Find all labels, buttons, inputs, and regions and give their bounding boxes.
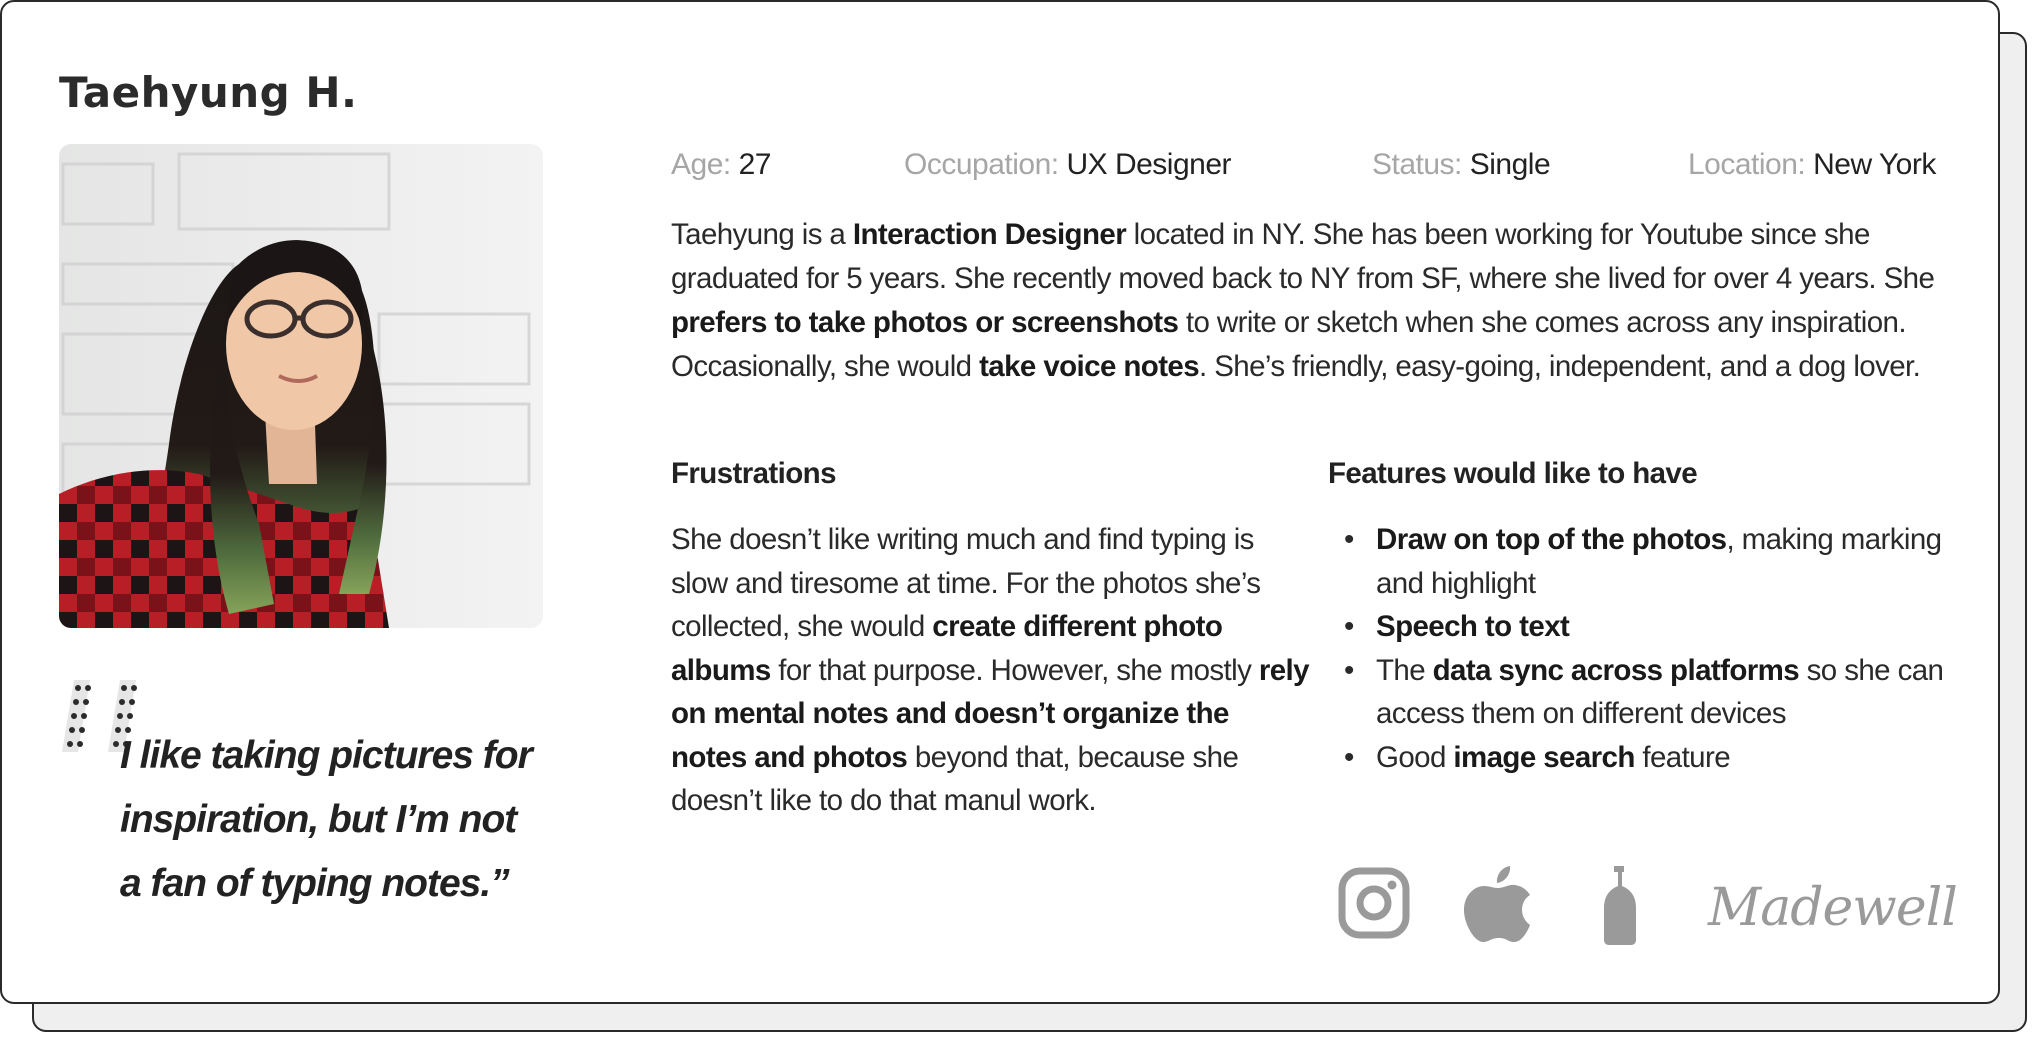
quote-line: a fan of typing notes.” [120,862,509,905]
meta-occupation [904,148,1231,182]
frustrations-part: beyond that, because she doesn’t like to do that manul work. [671,740,1239,817]
feature-highlight: data sync across platforms [1432,653,1800,687]
feature-item [1344,649,1984,736]
bullet: • [1344,653,1354,687]
feature-highlight: Draw on top of the photos [1376,523,1727,556]
frustrations-part: for that purpose. However, she mostly [770,653,1259,687]
persona-photo [59,144,543,628]
frustrations-highlight: create different photo albums [671,610,1223,687]
bullet: • [1344,740,1354,774]
meta-value: New York [1813,148,1936,181]
frustrations-text [671,518,1311,823]
bio-text: Taehyung is a [671,218,853,251]
quote-line: I like taking pictures for [120,734,532,777]
features-list [1344,518,1984,779]
meta-label: Age: [671,148,731,181]
apple-icon [1464,862,1532,942]
persona-bio [671,213,1961,389]
persona-name: Taehyung H. [59,68,358,117]
feature-highlight: image search [1453,740,1635,774]
quote-line: inspiration, but I’m not [120,798,517,841]
feature-item [1344,605,1984,649]
feature-item [1344,518,1984,605]
feature-text: so she can access them on different devices [1376,653,1944,730]
feature-text: feature [1634,740,1731,774]
bio-text: to write or sketch when she comes across any inspiration. Occasionally, she would [671,306,1906,383]
features-title: Features would like to have [1328,457,1698,490]
frustrations-part: She doesn’t like writing much and find typing is slow and tiresome at time. For the photos she’s collected, she would [671,523,1261,643]
bio-highlight: take voice notes [979,350,1200,383]
bullet: • [1344,610,1354,643]
meta-status [1372,148,1550,182]
meta-label: Status: [1372,148,1462,181]
feature-highlight: Speech to text [1376,610,1570,643]
feature-text: , making marking and highlight [1376,523,1942,600]
bottle-icon [1600,864,1640,944]
bio-highlight: Interaction Designer [852,218,1127,251]
bio-text: located in NY. She has been working for Youtube since she graduated for 5 years. She recently moved back to NY from SF, where she lived for over 4 years. She [671,218,1935,295]
madewell-logo: Madewell [1708,878,1957,938]
meta-label: Occupation: [904,148,1059,181]
frustrations-title: Frustrations [671,457,836,490]
feature-item [1344,736,1984,780]
meta-value: Single [1469,148,1551,181]
bio-text: . She’s friendly, easy-going, independent, and a dog lover. [1199,350,1921,383]
meta-value: 27 [738,148,771,181]
feature-text: Good [1376,740,1454,774]
feature-text: The [1376,653,1433,687]
frustrations-highlight: rely on mental notes and doesn’t organize the notes and photos [671,653,1309,774]
meta-location [1688,148,1936,182]
bio-highlight: prefers to take photos or screenshots [671,306,1179,339]
meta-label: Location: [1688,148,1806,181]
meta-value: UX Designer [1066,148,1232,181]
persona-quote [120,724,590,916]
bullet: • [1344,523,1354,556]
instagram-icon [1338,867,1410,947]
meta-age [671,148,771,182]
